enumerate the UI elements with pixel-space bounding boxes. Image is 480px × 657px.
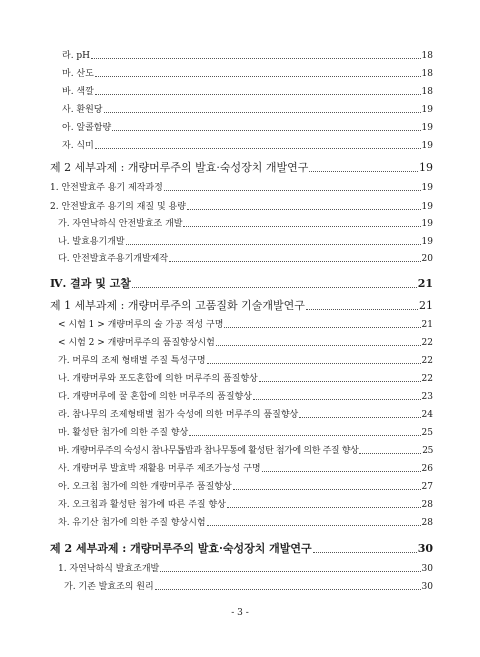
toc-entry-title: 제 2 세부과제 : 개량머루주의 발효·숙성장치 개발연구 <box>50 161 309 174</box>
toc-entry <box>58 391 433 403</box>
dot-leader <box>95 147 421 149</box>
dot-leader <box>95 93 421 95</box>
toc-entry-page: 28 <box>421 518 433 528</box>
toc-entry-page: 23 <box>421 392 433 402</box>
toc-entry-title: 제 2 세부과제 : 개량머루주의 발효·숙성장치 개발연구 <box>50 542 312 555</box>
dot-leader <box>359 452 421 454</box>
toc-entry-page: 22 <box>421 338 433 348</box>
toc-entry-page: 26 <box>421 464 433 474</box>
toc-entry-page: 21 <box>419 299 433 312</box>
toc-entry-page: 30 <box>421 582 433 592</box>
dot-leader <box>112 129 420 131</box>
toc-entry <box>58 445 433 457</box>
toc-entry-title: 다. 개량머루에 꿀 혼합에 의한 머루주의 품질향상 <box>58 392 252 402</box>
toc-entry <box>50 182 433 194</box>
toc-entry-title: 라. pH <box>62 51 91 61</box>
dot-leader <box>227 506 421 508</box>
toc-entry-title: 나. 발효용기개발 <box>58 237 125 247</box>
toc-entry <box>58 427 433 439</box>
toc-entry-page: 30 <box>417 542 433 555</box>
toc-entry-page: 30 <box>421 564 433 574</box>
toc-entry <box>58 253 433 265</box>
toc-entry <box>50 201 433 213</box>
toc-entry-title: < 시험 1 > 개량머루의 술 가공 적성 구명 <box>58 320 224 330</box>
toc-entry-page: 19 <box>421 202 433 212</box>
toc-entry-title: 가. 기존 발효조의 원리 <box>64 582 154 592</box>
dot-leader <box>299 416 420 418</box>
page-number: - 3 - <box>231 608 249 618</box>
toc-entry-page: 27 <box>421 482 433 492</box>
toc-entry-title: 2. 안전발효주 용기의 재질 및 용량 <box>50 202 186 212</box>
dot-leader <box>183 225 420 227</box>
toc-entry-page: 24 <box>421 410 433 420</box>
dot-leader <box>309 170 418 172</box>
toc-entry <box>58 563 433 575</box>
toc-entry <box>62 86 433 98</box>
toc-entry <box>58 355 433 367</box>
toc-chapter-heading <box>50 277 433 291</box>
toc-entry-page: 19 <box>421 219 433 229</box>
toc-entry-page: 22 <box>421 356 433 366</box>
toc-entry-page: 20 <box>421 254 433 264</box>
dot-leader <box>160 570 420 572</box>
toc-entry-page: 19 <box>421 123 433 133</box>
toc-entry-page: 19 <box>421 105 433 115</box>
toc-entry-title: 제 1 세부과제 : 개량머루주의 고품질화 기술개발연구 <box>50 299 305 312</box>
toc-entry-page: 19 <box>421 183 433 193</box>
dot-leader <box>126 243 421 245</box>
dot-leader <box>233 488 421 490</box>
toc-entry-title: 사. 환원당 <box>62 105 103 115</box>
toc-entry-title: < 시험 2 > 개량머루주의 품질향상시험 <box>58 338 215 348</box>
toc-entry <box>58 236 433 248</box>
toc-entry-title: 나. 개량머루와 포도혼합에 의한 머루주의 품질향상 <box>58 374 258 384</box>
toc-entry-page: 25 <box>422 446 433 456</box>
dot-leader <box>262 470 421 472</box>
dot-leader <box>253 398 421 400</box>
toc-entry-page: 19 <box>421 141 433 151</box>
dot-leader <box>313 551 417 553</box>
toc-section-heading <box>50 161 433 175</box>
toc-entry-title: 차. 유기산 첨가에 의한 주질 향상시험 <box>58 518 206 528</box>
toc-entry-title: 자. 식미 <box>62 141 94 151</box>
toc-entry-page: 18 <box>421 51 433 61</box>
toc-entry <box>64 581 433 593</box>
dot-leader <box>164 189 421 191</box>
toc-entry-title: 아. 알콜함량 <box>62 123 112 133</box>
toc-entry-page: 21 <box>421 320 433 330</box>
toc-entry-title: 마. 활성탄 첨가에 의한 주질 향상 <box>58 428 189 438</box>
dot-leader <box>95 75 421 77</box>
dot-leader <box>91 57 421 59</box>
toc-entry <box>58 337 433 349</box>
dot-leader <box>187 208 421 210</box>
toc-entry-title: 1. 안전발효주 용기 제작과정 <box>50 183 163 193</box>
toc-entry <box>62 104 433 116</box>
toc-entry-title: 사. 개량머루 발효박 재활용 머루주 제조가능성 구명 <box>58 464 261 474</box>
toc-entry-title: 다. 안전발효주용기개발제작 <box>58 254 169 264</box>
dot-leader <box>169 260 420 262</box>
toc-entry-page: 19 <box>419 161 433 174</box>
toc-entry <box>58 218 433 230</box>
toc-entry-title: 1. 자연낙하식 발효조개발 <box>58 564 160 574</box>
toc-entry-title: 라. 참나무의 조제형태별 첨가 숙성에 의한 머루주의 품질향상 <box>58 410 299 420</box>
toc-entry <box>62 122 433 134</box>
toc-entry-page: 25 <box>421 428 433 438</box>
toc-entry <box>62 140 433 152</box>
dot-leader <box>104 111 421 113</box>
toc-entry-title: 가. 자연낙하식 안전발효조 개발 <box>58 219 183 229</box>
toc-entry-page: 21 <box>417 277 433 290</box>
toc-entry <box>58 319 433 331</box>
dot-leader <box>155 588 421 590</box>
toc-entry <box>58 481 433 493</box>
toc-entry-page: 19 <box>421 237 433 247</box>
dot-leader <box>216 344 421 346</box>
toc-entry <box>58 409 433 421</box>
toc-entry-title: 바. 개량머루주의 숙성시 참나무톱밥과 참나무통에 활성탄 첨가에 의한 주질 향상 <box>58 446 359 456</box>
toc-entry-title: 마. 산도 <box>62 69 94 79</box>
dot-leader <box>224 326 420 328</box>
dot-leader <box>259 380 421 382</box>
toc-section-heading <box>50 542 433 556</box>
toc-entry <box>58 517 433 529</box>
toc-entry <box>58 463 433 475</box>
toc-entry-title: 아. 오크칩 첨가에 의한 개량머루주 품질향상 <box>58 482 232 492</box>
dot-leader <box>306 308 418 310</box>
toc-entry-page: 18 <box>421 69 433 79</box>
toc-entry <box>58 499 433 511</box>
toc-section-heading <box>50 299 433 313</box>
toc-entry <box>62 68 433 80</box>
dot-leader <box>132 286 417 288</box>
toc-entry-page: 18 <box>421 87 433 97</box>
toc-entry-page: 22 <box>421 374 433 384</box>
dot-leader <box>207 362 421 364</box>
toc-entry-page: 28 <box>421 500 433 510</box>
toc-entry <box>58 373 433 385</box>
toc-entry-title: 가. 머루의 조제 형태별 주질 특성구명 <box>58 356 206 366</box>
toc-entry-title: 자. 오크칩과 활성탄 첨가에 따른 주질 향상 <box>58 500 226 510</box>
dot-leader <box>207 524 421 526</box>
dot-leader <box>189 434 420 436</box>
toc-entry-title: 바. 색깔 <box>62 87 94 97</box>
toc-entry-title: Ⅳ. 결과 및 고찰 <box>50 277 131 290</box>
toc-entry <box>62 50 433 62</box>
